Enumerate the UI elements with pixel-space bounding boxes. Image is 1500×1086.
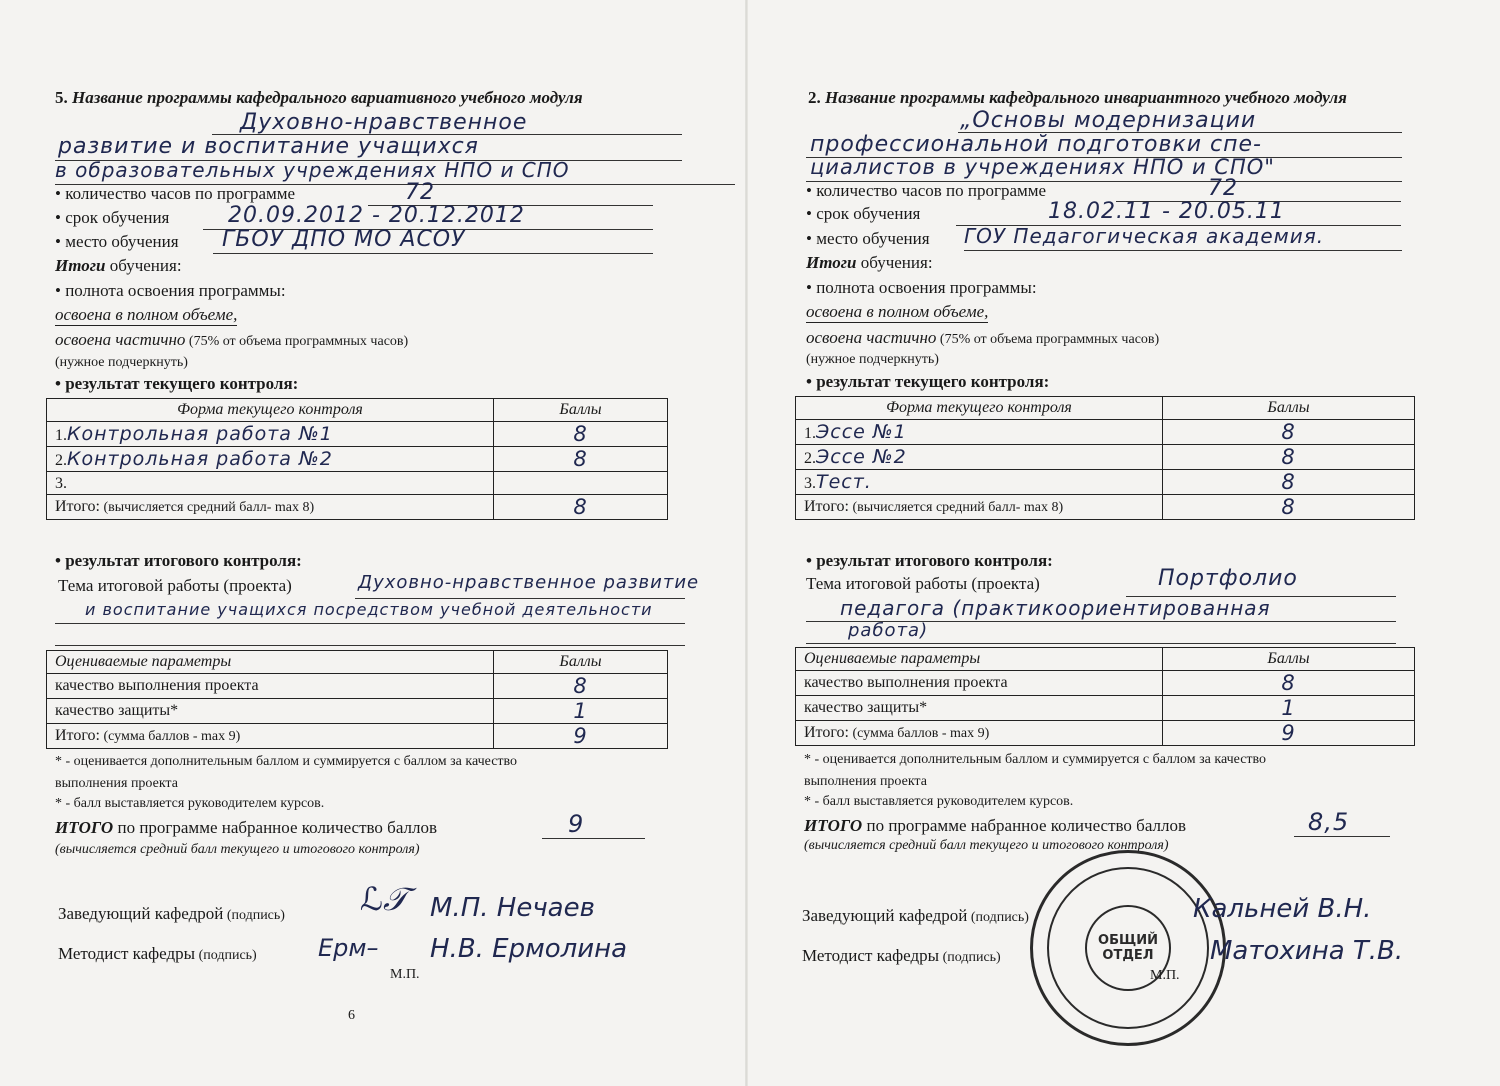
row-number: 1. [55,427,67,444]
right-itogo [804,816,1186,836]
left-final-col2: Баллы [494,651,668,674]
left-mp: М.П. [390,967,420,982]
total-label: Итого: [804,724,849,741]
right-completeness-label: • полнота освоения программы: [806,278,1037,297]
row-number: 1. [804,425,816,442]
quality-score: 8 [1163,671,1415,696]
right-topic-3: работа) [848,620,929,641]
left-method-sig-name: Н.В. Ермолина [430,934,628,964]
row-score: 8 [1163,420,1415,445]
defense-score: 1 [494,699,668,724]
row-score: 8 [494,422,668,447]
left-module-name-3: в образовательных учреждениях НПО и СПО [55,158,570,182]
left-head-row [58,904,285,924]
right-module-heading [808,86,1404,110]
right-partial-note: (75% от объема программных часов) [936,332,1160,347]
right-method-row [802,946,1001,966]
right-hours-value: 72 [1208,176,1238,201]
right-itogo-rest: по программе набранное количество баллов [862,816,1187,835]
left-itogo-bold: ИТОГО [55,818,114,837]
left-method-row [58,944,257,964]
right-results-rest: обучения: [856,253,933,272]
quality-label: качество выполнения проекта [47,674,494,699]
right-partial-text: освоена частично [806,328,937,347]
right-head-note: (подпись) [967,910,1029,925]
left-page [0,0,745,1086]
right-foot-3: * - балл выставляется руководителем курсов. [804,794,1074,809]
total-score: 8 [1163,495,1415,520]
left-hours-label: • количество часов по программе [55,184,296,203]
left-term-value: 20.09.2012 - 20.12.2012 [228,203,525,228]
right-hours-label: • количество часов по программе [806,181,1047,200]
total-note: (вычисляется средний балл- max 8) [99,500,315,515]
left-results-rest: обучения: [105,256,182,275]
defense-score: 1 [1163,696,1415,721]
right-current-table [795,396,1415,520]
right-partial-option [806,328,1159,348]
table-row [796,470,1415,495]
table-row [47,422,668,447]
right-topic-1: Портфолио [1158,566,1298,591]
left-final-title: • результат итогового контроля: [55,551,302,570]
right-results-bold: Итоги [806,253,857,272]
left-page-number: 6 [348,1008,355,1023]
left-method-note: (подпись) [195,948,257,963]
row-text: Тест. [816,471,872,493]
row-score: 8 [1163,470,1415,495]
left-full-option: освоена в полном объеме, [55,305,238,324]
left-underline [542,838,645,839]
right-module-name-2: профессиональной подготовки спе- [810,132,1262,157]
total-note: (вычисляется средний балл- max 8) [848,500,1064,515]
total-score: 8 [494,495,668,520]
right-place-label: • место обучения [806,229,930,248]
right-underline [964,250,1402,251]
left-underline [55,645,685,646]
right-underline [1294,836,1390,837]
right-method-label: Методист кафедры [802,946,940,965]
left-final-col1: Оцениваемые параметры [47,651,494,674]
left-results-bold: Итоги [55,256,106,275]
left-itogo-value: 9 [568,810,585,838]
left-partial-note: (75% от объема программных часов) [185,334,409,349]
total-label: Итого: [55,498,100,515]
left-method-signature: Ерм– [318,934,379,962]
table-row [47,674,668,699]
right-itogo-value: 8,5 [1308,808,1350,836]
right-final-title: • результат итогового контроля: [806,551,1053,570]
right-module-name-3: циалистов в учреждениях НПО и СПО" [810,155,1275,179]
right-head-label: Заведующий кафедрой [802,906,968,925]
right-final-col1: Оцениваемые параметры [796,648,1163,671]
total-label: Итого: [804,498,849,515]
right-head-sig-name: Кальней В.Н. [1193,894,1372,924]
left-current-title: • результат текущего контроля: [55,374,299,393]
right-place-value: ГОУ Педагогическая академия. [964,224,1325,248]
left-underline [355,598,685,599]
quality-score: 8 [494,674,668,699]
table-row [796,445,1415,470]
row-score: 8 [1163,445,1415,470]
left-module-heading [55,86,665,110]
right-foot-2: выполнения проекта [804,774,927,789]
official-seal [1030,850,1226,1046]
right-underline-note: (нужное подчеркнуть) [806,352,939,367]
right-term-label: • срок обучения [806,204,921,223]
left-underline-note: (нужное подчеркнуть) [55,355,188,370]
total-score: 9 [1163,721,1415,746]
table-row [47,447,668,472]
right-underline [806,643,1396,644]
left-topic-2: и воспитание учащихся посредством учебной деятельности [85,600,653,619]
right-full-option: освоена в полном объеме, [806,302,989,321]
defense-label: качество защиты* [47,699,494,724]
row-score: 8 [494,447,668,472]
left-method-label: Методист кафедры [58,944,196,963]
left-final-table [46,650,668,749]
left-partial-option [55,330,408,350]
right-final-table [795,647,1415,746]
right-term-value: 18.02.11 - 20.05.11 [1048,199,1285,224]
right-foot-1: * - оценивается дополнительным баллом и суммируется с баллом за качество [804,752,1267,767]
left-foot-2: выполнения проекта [55,776,178,791]
row-number: 3. [804,475,816,492]
left-place-value: ГБОУ ДПО МО АСОУ [222,227,466,252]
left-foot-1: * - оценивается дополнительным баллом и суммируется с баллом за качество [55,754,518,769]
right-module-title: Название программы кафедрального инвариантного учебного модуля [825,88,1347,107]
row-number: 3. [55,475,67,492]
right-current-title: • результат текущего контроля: [806,372,1050,391]
right-module-number: 2. [808,88,821,107]
left-head-label: Заведующий кафедрой [58,904,224,923]
right-topic-2: педагога (практикоориентированная [840,596,1271,620]
right-method-sig-name: Матохина Т.В. [1210,936,1404,966]
right-itogo-bold: ИТОГО [804,816,863,835]
right-topic-label: Тема итоговой работы (проекта) [806,574,1040,593]
row-text: Контрольная работа №1 [67,423,333,445]
left-topic-label: Тема итоговой работы (проекта) [58,576,292,595]
left-head-sig-name: М.П. Нечаев [430,893,595,923]
left-underline [55,623,685,624]
left-place-label: • место обучения [55,232,179,251]
left-completeness-label: • полнота освоения программы: [55,281,286,300]
left-itogo-rest: по программе набранное количество баллов [113,818,438,837]
left-head-signature: ℒ𝒯 [360,880,408,918]
right-final-col2: Баллы [1163,648,1415,671]
row-number: 2. [804,450,816,467]
table-row [796,696,1415,721]
right-results-heading [806,253,933,273]
total-label: Итого: [55,727,100,744]
row-number: 2. [55,452,67,469]
total-score: 9 [494,724,668,749]
right-current-col2: Баллы [1163,397,1415,420]
table-row [47,472,668,495]
right-mp: М.П. [1150,968,1180,983]
left-foot-3: * - балл выставляется руководителем курсов. [55,796,325,811]
row-score [494,472,668,495]
left-head-note: (подпись) [223,908,285,923]
right-head-row [802,906,1029,926]
left-hours-value: 72 [405,180,435,205]
total-note: (сумма баллов - max 9) [848,726,990,741]
left-term-label: • срок обучения [55,208,170,227]
right-method-note: (подпись) [939,950,1001,965]
left-current-col2: Баллы [494,399,668,422]
quality-label: качество выполнения проекта [796,671,1163,696]
table-row [796,671,1415,696]
right-module-name-1: „Основы модернизации [960,108,1257,133]
left-current-table [46,398,668,520]
right-page [748,0,1500,1086]
left-module-title: Название программы кафедрального вариативного учебного модуля [72,88,583,107]
left-module-name-1: Духовно-нравственное [240,110,528,135]
left-partial-text: освоена частично [55,330,186,349]
row-text: Эссе №1 [816,421,907,443]
left-current-col1: Форма текущего контроля [47,399,494,422]
table-row [796,420,1415,445]
row-text: Контрольная работа №2 [67,448,333,470]
right-current-col1: Форма текущего контроля [796,397,1163,420]
seal-text: ОБЩИЙ ОТДЕЛ [1098,933,1158,963]
left-itogo [55,818,437,838]
row-text: Эссе №2 [816,446,907,468]
left-module-name-2: развитие и воспитание учащихся [58,134,479,159]
left-topic-1: Духовно-нравственное развитие [358,572,700,593]
left-module-number: 5. [55,88,68,107]
right-itogo-note: (вычисляется средний балл текущего и итогового контроля) [804,838,1169,853]
total-note: (сумма баллов - max 9) [99,729,241,744]
defense-label: качество защиты* [796,696,1163,721]
left-results-heading [55,256,182,276]
left-underline [213,253,653,254]
table-row [47,699,668,724]
left-itogo-note: (вычисляется средний балл текущего и итогового контроля) [55,842,420,857]
